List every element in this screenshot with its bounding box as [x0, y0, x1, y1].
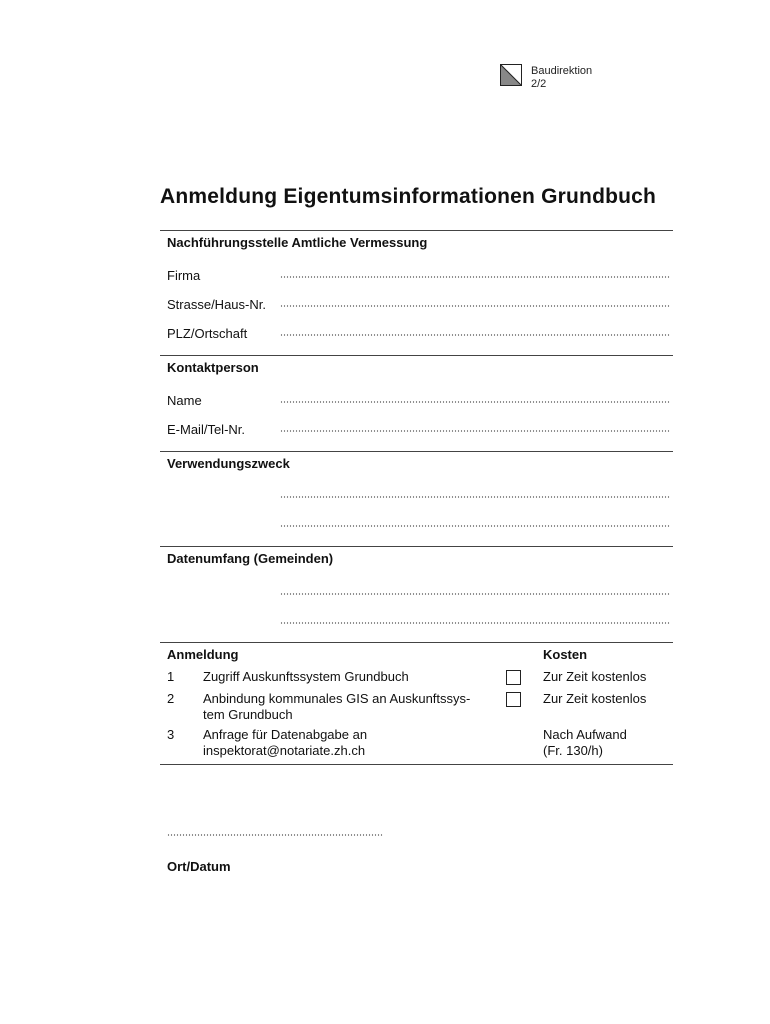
divider	[160, 546, 673, 547]
item-description: Zugriff Auskunftssystem Grundbuch	[203, 669, 409, 684]
field-gemeinden-line-1[interactable]	[280, 593, 670, 595]
field-label-plz: PLZ/Ortschaft	[167, 326, 248, 341]
signature-label: Ort/Datum	[167, 859, 231, 874]
email-link[interactable]: inspektorat@notariate.zh.ch	[203, 743, 366, 758]
item-cost: Zur Zeit kostenlos	[543, 669, 647, 684]
field-strasse[interactable]	[280, 305, 670, 307]
section-heading-nachfuehrungsstelle: Nachführungsstelle Amtliche Vermessung	[167, 235, 428, 250]
section-heading-kontaktperson: Kontaktperson	[167, 360, 259, 375]
divider	[160, 355, 673, 356]
header-department	[531, 65, 592, 91]
divider	[160, 764, 673, 765]
item-number: 2	[167, 691, 175, 706]
item-cost: Nach Aufwand (Fr. 130/h)	[543, 727, 627, 758]
field-gemeinden-line-2[interactable]	[280, 622, 670, 624]
section-heading-datenumfang: Datenumfang (Gemeinden)	[167, 551, 334, 566]
field-plz-ortschaft[interactable]	[280, 334, 670, 336]
item-description: Anfrage für Datenabgabe an inspektorat@notariate.zh.ch	[203, 727, 368, 758]
divider	[160, 451, 673, 452]
department-name: Baudirektion	[531, 65, 593, 77]
item-description: Anbindung kommunales GIS an Auskunftssys- tem Grundbuch	[203, 691, 471, 722]
field-firma[interactable]	[280, 276, 670, 278]
field-ort-datum[interactable]	[167, 834, 383, 836]
cost-column-heading: Kosten	[543, 647, 588, 662]
page-number: 2/2	[531, 78, 547, 90]
section-heading-verwendungszweck: Verwendungszweck	[167, 456, 290, 471]
item-number: 3	[167, 727, 175, 742]
field-name[interactable]	[280, 401, 670, 403]
item-cost: Zur Zeit kostenlos	[543, 691, 647, 706]
document-title: Anmeldung Eigentumsinformationen Grundbuch	[160, 185, 657, 208]
field-label-firma: Firma	[167, 268, 201, 283]
field-label-email: E-Mail/Tel-Nr.	[167, 422, 246, 437]
field-label-strasse: Strasse/Haus-Nr.	[167, 297, 266, 312]
canton-zurich-logo-icon	[500, 64, 522, 86]
divider	[160, 230, 673, 231]
checkbox-zugriff-auskunftssystem[interactable]	[506, 670, 521, 685]
divider	[160, 642, 673, 643]
field-verwendungszweck-line-1[interactable]	[280, 496, 670, 498]
item-number: 1	[167, 669, 175, 684]
field-label-name: Name	[167, 393, 202, 408]
field-email-tel[interactable]	[280, 430, 670, 432]
field-verwendungszweck-line-2[interactable]	[280, 525, 670, 527]
section-heading-anmeldung: Anmeldung	[167, 647, 239, 662]
checkbox-anbindung-gis[interactable]	[506, 692, 521, 707]
